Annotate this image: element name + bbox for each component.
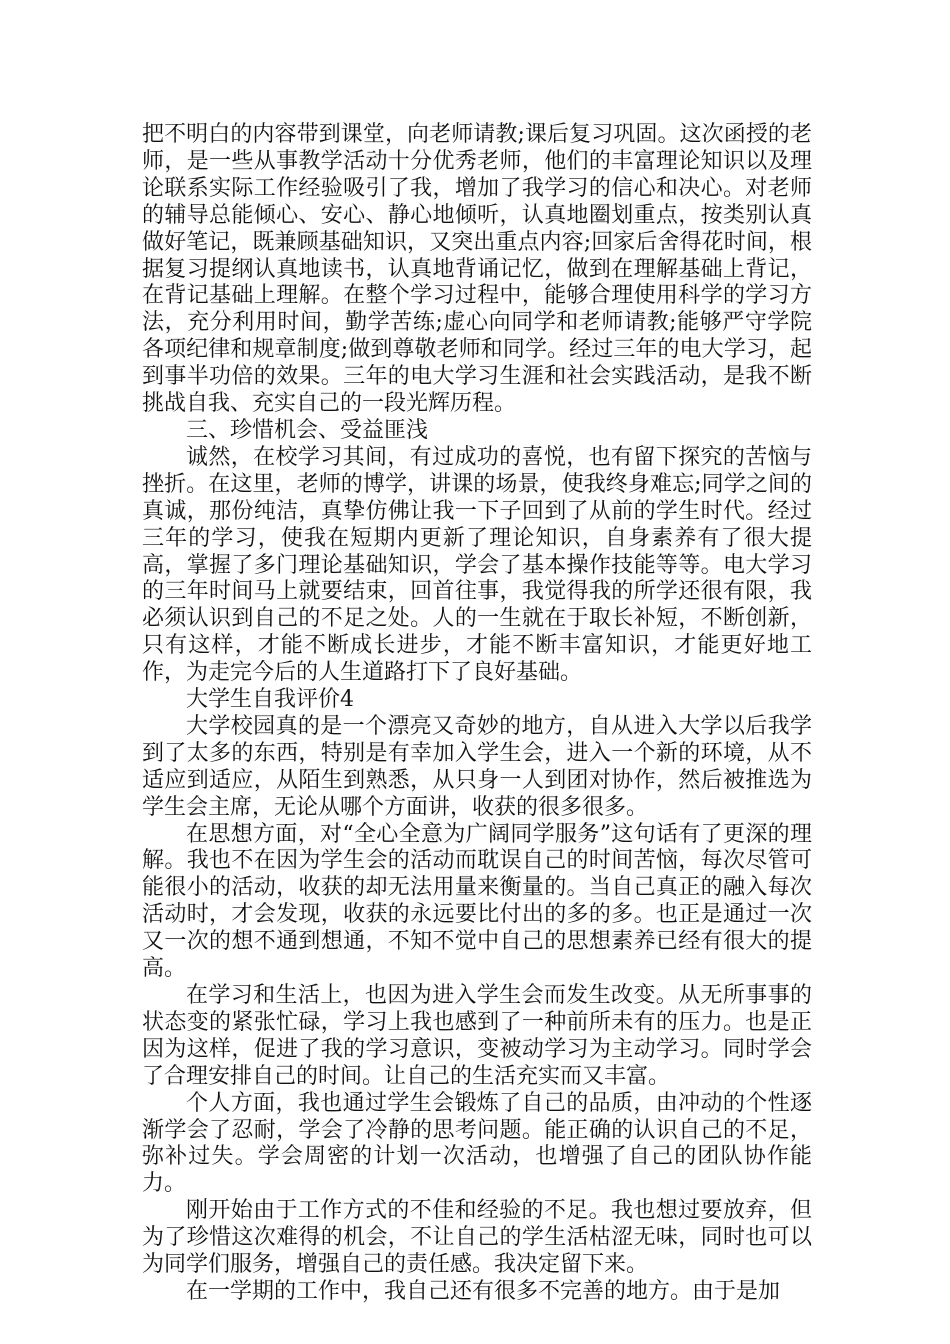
paragraph-study-methods: 把不明白的内容带到课堂，向老师请教;课后复习巩固。这次函授的老师，是一些从事教学活动十分优秀老师，他们的丰富理论知识以及理论联系实际工作经验吸引了我，增加了我学习的信心和决心。对老师的辅导总能倾心、安心、静心地倾听，认真地圈划重点，按类别认真做好笔记，既兼顾基础知识，又突出重点内容;回家后舍得花时间，根据复习提纲认真地读书，认真地背诵记忆，做到在理解基础上背记，在背记基础上理解。在整个学习过程中，能够合理使用科学的学习方法，充分利用时间，勤学苦练;虚心向同学和老师请教;能够严守学院各项纪律和规章制度;做到尊敬老师和同学。经过三年的电大学习，起到事半功倍的效果。三年的电大学习生涯和社会实践活动，是我不断挑战自我、充实自己的一段光辉历程。: [142, 122, 812, 417]
section-heading-cherish-opportunity: 三、珍惜机会、受益匪浅: [186, 417, 429, 443]
section-heading-self-evaluation-4: 大学生自我评价4: [186, 687, 354, 713]
document-page: [142, 122, 812, 1306]
paragraph-beginning: 刚开始由于工作方式的不佳和经验的不足。我也想过要放弃，但为了珍惜这次难得的机会，不让自己的学生活枯涩无味，同时也可以为同学们服务，增强自己的责任感。我决定留下来。: [142, 1198, 812, 1278]
paragraph-campus-life: 大学校园真的是一个漂亮又奇妙的地方，自从进入大学以后我学到了太多的东西，特别是有幸加入学生会，进入一个新的环境，从不适应到适应，从陌生到熟悉，从只身一人到团对协作，然后被推选为学生会主席，无论从哪个方面讲，收获的很多很多。: [142, 713, 812, 820]
paragraph-ideology: 在思想方面，对“全心全意为广阔同学服务”这句话有了更深的理解。我也不在因为学生会的活动而耽误自己的时间苦恼，每次尽管可能很小的活动，收获的却无法用量来衡量的。当自己真正的融入每次活动时，才会发现，收获的永远要比付出的多的多。也正是通过一次又一次的想不通到想通，不知不觉中自己的思想素养已经有很大的提高。: [142, 821, 812, 982]
paragraph-personal: 个人方面，我也通过学生会锻炼了自己的品质，由冲动的个性逐渐学会了忍耐，学会了冷静的思考问题。能正确的认识自己的不足，弥补过失。学会周密的计划一次活动，也增强了自己的团队协作能力。: [142, 1090, 812, 1197]
paragraph-semester-work: 在一学期的工作中，我自己还有很多不完善的地方。由于是加: [186, 1278, 781, 1304]
paragraph-study-and-life: 在学习和生活上，也因为进入学生会而发生改变。从无所事事的状态变的紧张忙碌，学习上我也感到了一种前所未有的压力。也是正因为这样，促进了我的学习意识，变被动学习为主动学习。同时学会了合理安排自己的时间。让自己的生活充实而又丰富。: [142, 983, 812, 1089]
paragraph-reflection: 诚然，在校学习其间，有过成功的喜悦，也有留下探究的苦恼与挫折。在这里，老师的博学，讲课的场景，使我终身难忘;同学之间的真诚，那份纯洁，真挚仿佛让我一下子回到了从前的学生时代。经过三年的学习，使我在短期内更新了理论知识，自身素养有了很大提高，掌握了多门理论基础知识，学会了基本操作技能等等。电大学习的三年时间马上就要结束，回首往事，我觉得我的所学还很有限，我必须认识到自己的不足之处。人的一生就在于取长补短，不断创新，只有这样，才能不断成长进步，才能不断丰富知识，才能更好地工作，为走完今后的人生道路打下了良好基础。: [142, 444, 812, 686]
